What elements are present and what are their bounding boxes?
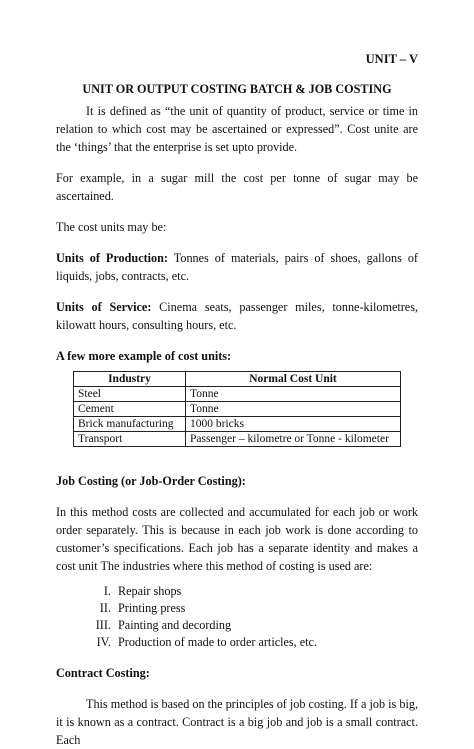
industry-cell: Cement <box>74 402 186 417</box>
cost-units-intro: The cost units may be: <box>56 220 167 234</box>
table-row <box>74 387 401 402</box>
table-header-row <box>74 372 401 387</box>
service-units-paragraph <box>56 298 418 334</box>
more-examples-heading: A few more example of cost units: <box>56 349 232 363</box>
column-header-industry: Industry <box>74 372 186 387</box>
service-units-text: Cinema seats, passenger miles, tonne-kilometres, kilowatt hours, consulting hours, etc. <box>56 300 419 332</box>
cost-unit-cell: Tonne <box>186 402 401 417</box>
list-item: II. Printing press <box>114 600 418 617</box>
cost-unit-cell: 1000 bricks <box>186 417 401 432</box>
production-units-text: Tonnes of materials, pairs of shoes, gallons of liquids, jobs, contracts, etc. <box>56 251 418 283</box>
cost-units-table <box>73 371 401 447</box>
industries-list <box>56 583 418 651</box>
list-item: III. Painting and decording <box>114 617 418 634</box>
service-units-label: Units of Service: <box>56 300 152 314</box>
example-paragraph: For example, in a sugar mill the cost per tonne of sugar may be ascertained. <box>56 171 418 203</box>
production-units-paragraph <box>56 249 418 285</box>
industry-cell: Transport <box>74 432 186 447</box>
table-row <box>74 432 401 447</box>
document-body <box>56 102 418 749</box>
list-item: I. Repair shops <box>114 583 418 600</box>
industry-cell: Steel <box>74 387 186 402</box>
contract-costing-heading: Contract Costing: <box>56 666 150 680</box>
page-title: UNIT OR OUTPUT COSTING BATCH & JOB COSTING <box>82 82 392 96</box>
column-header-cost-unit: Normal Cost Unit <box>186 372 401 387</box>
unit-label: UNIT – V <box>365 52 418 66</box>
cost-unit-cell: Passenger – kilometre or Tonne - kilometer <box>186 432 401 447</box>
table-row <box>74 417 401 432</box>
cost-unit-cell: Tonne <box>186 387 401 402</box>
contract-costing-paragraph: This method is based on the principles of job costing. If a job is big, it is known as a contract. Contract is a big job and job is a small contract. Each <box>56 697 418 747</box>
production-units-label: Units of Production: <box>56 251 168 265</box>
list-item: IV. Production of made to order articles, etc. <box>114 634 418 651</box>
table-row <box>74 402 401 417</box>
job-costing-paragraph: In this method costs are collected and accumulated for each job or work order separately. This is because in each job work is done according to customer’s specifications. Each job has a separate identity and makes a cost unit The industries where this method of costing is used are: <box>56 505 418 573</box>
job-costing-heading: Job Costing (or Job-Order Costing): <box>56 474 246 488</box>
industry-cell: Brick manufacturing <box>74 417 186 432</box>
definition-paragraph: It is defined as “the unit of quantity of product, service or time in relation to which cost may be ascertained or expressed”. Cost unite are the ‘things’ that the enterprise is set upto provide. <box>56 104 418 154</box>
